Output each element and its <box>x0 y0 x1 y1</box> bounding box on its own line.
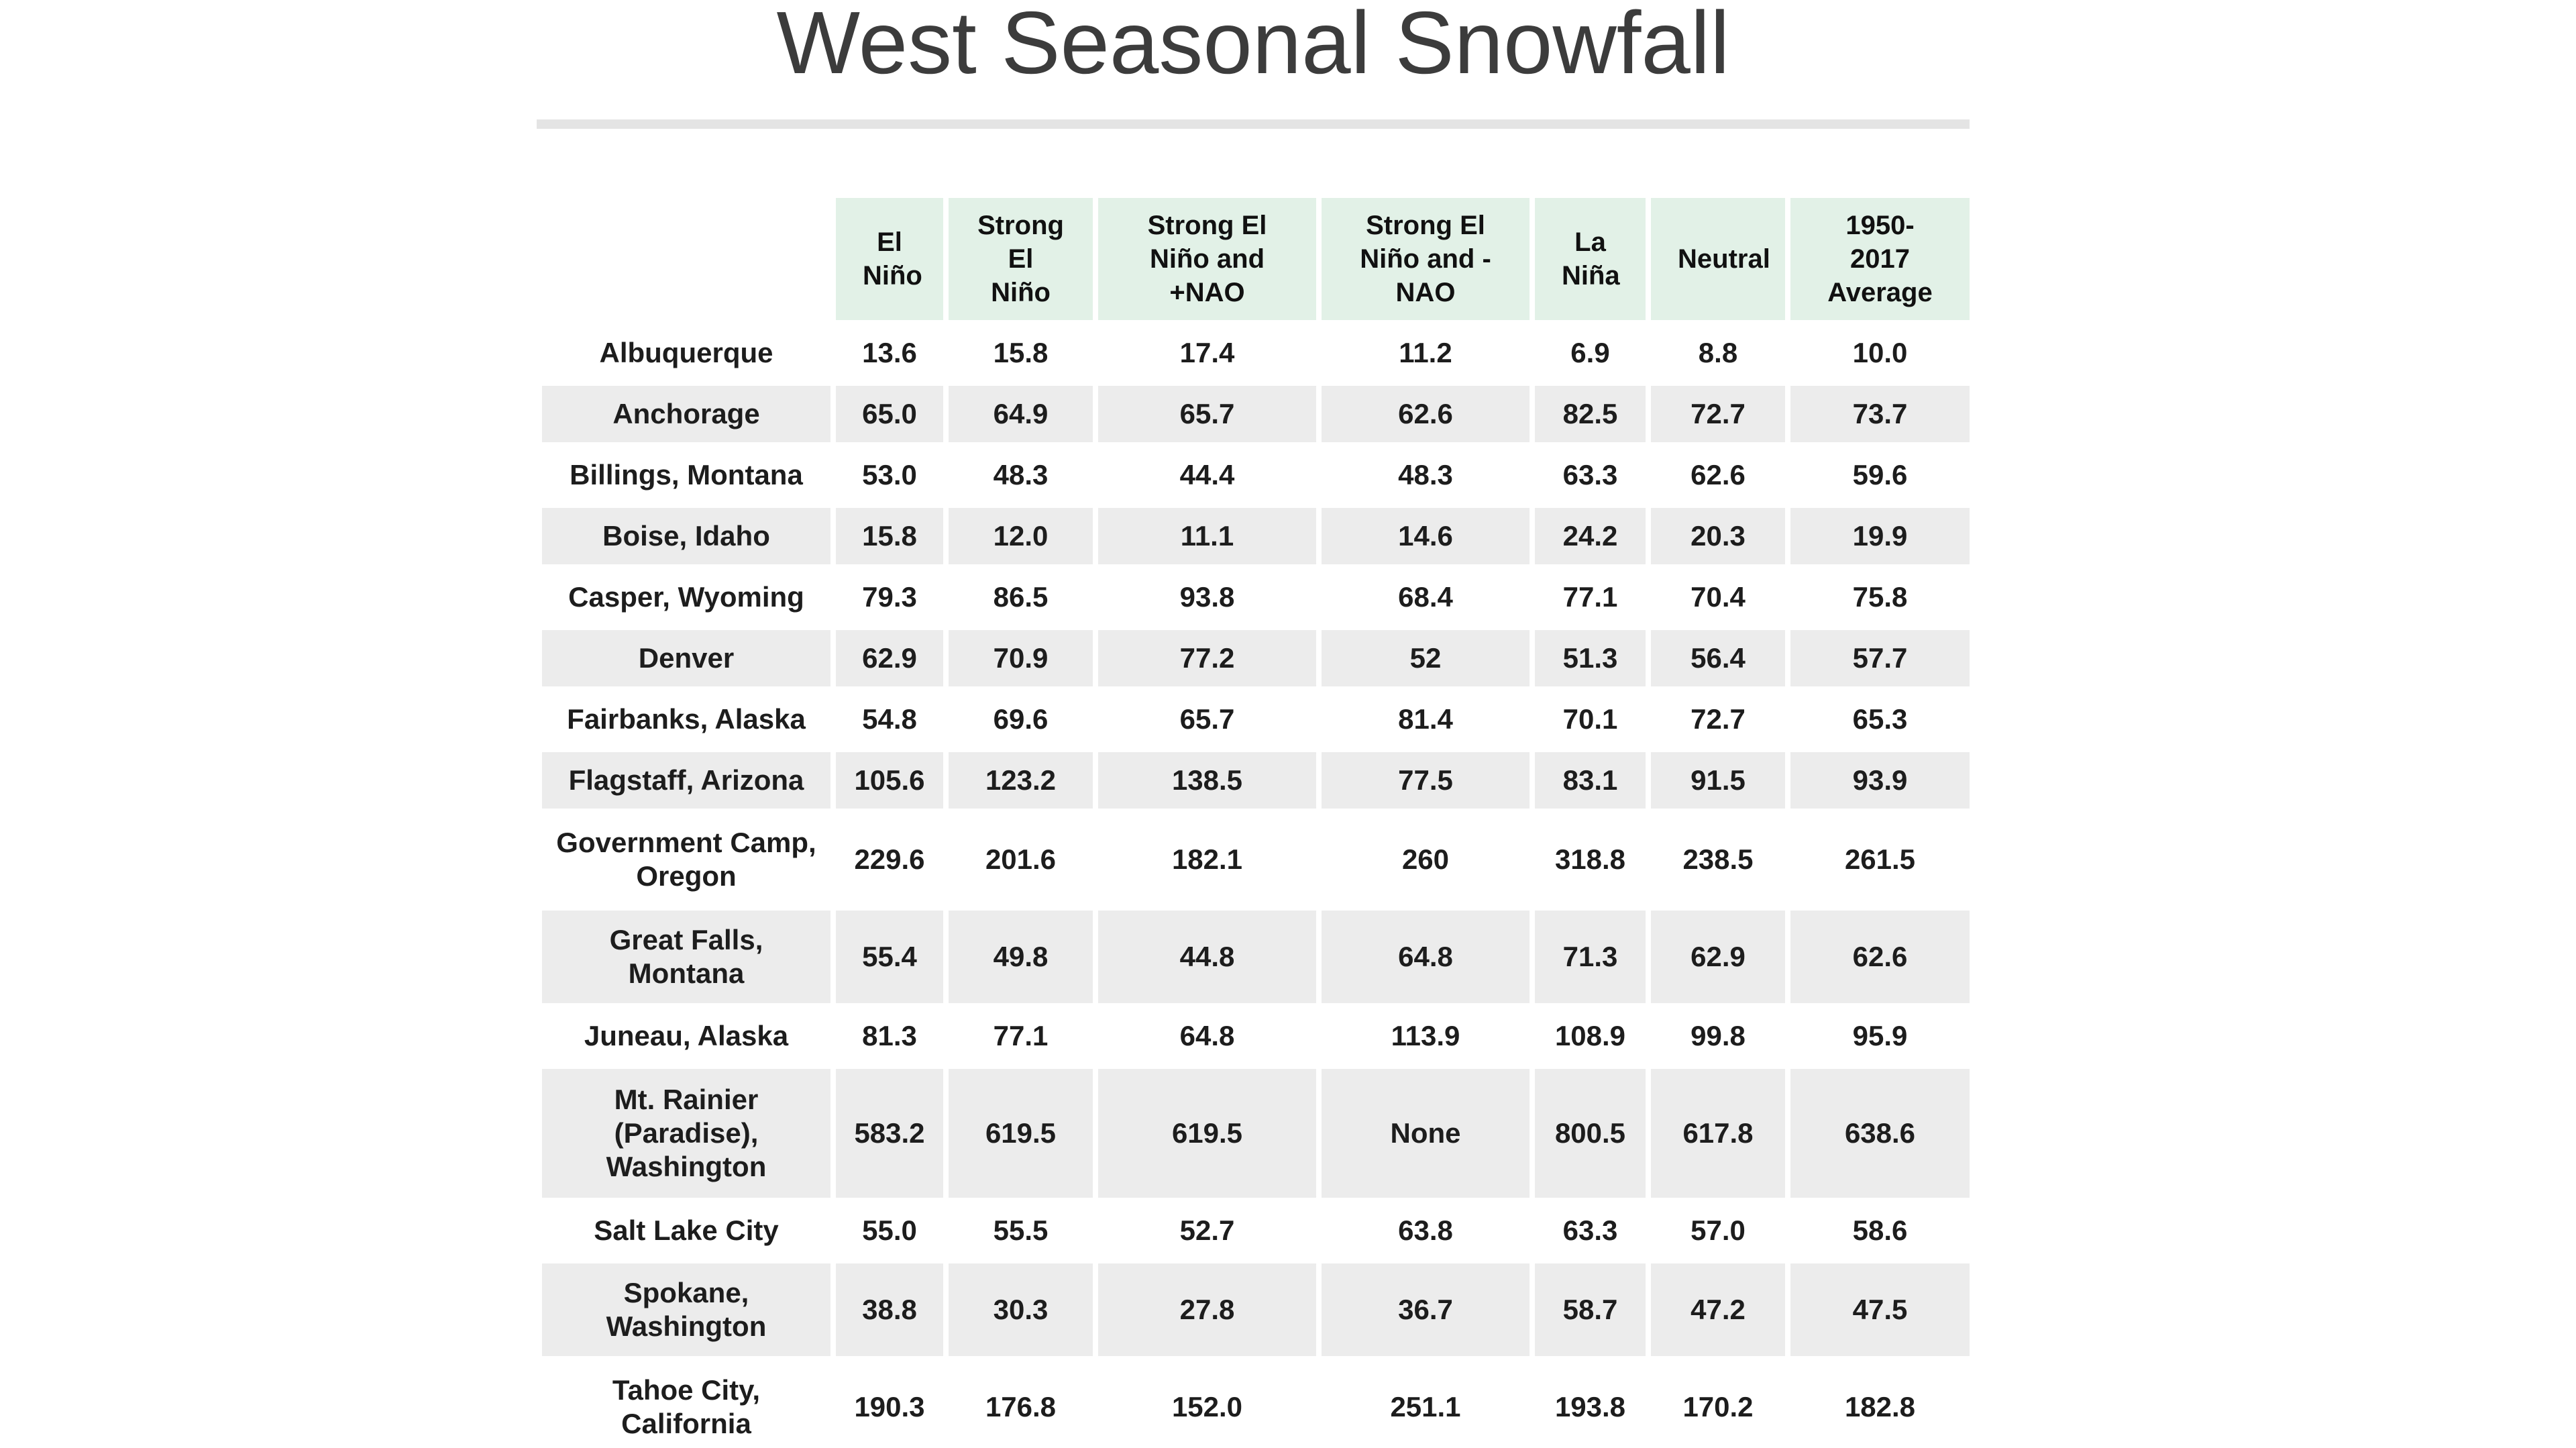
value-cell: 72.7 <box>1690 703 1746 735</box>
value-cell: 62.9 <box>836 630 943 686</box>
table-row <box>542 813 1970 906</box>
value-cell: 619.5 <box>949 1069 1093 1198</box>
value-cell: 64.8 <box>1322 911 1529 1003</box>
value-cell: 12.0 <box>949 508 1093 564</box>
value-cell: 261.5 <box>1844 843 1916 875</box>
value-cell: 58.7 <box>1535 1263 1646 1356</box>
value-cell: 65.7 <box>1098 386 1316 442</box>
value-cell: 49.8 <box>949 911 1093 1003</box>
value-cell: 54.8 <box>862 703 917 735</box>
page-title: West Seasonal Snowfall <box>776 0 1730 92</box>
content-area <box>537 0 1970 1448</box>
city-cell: Boise, Idaho <box>542 508 830 564</box>
value-cell: 99.8 <box>1690 1020 1746 1051</box>
city-cell: Casper, Wyoming <box>568 581 804 613</box>
value-cell: 55.0 <box>862 1214 917 1246</box>
value-cell: 251.1 <box>1390 1391 1461 1423</box>
city-cell: Albuquerque <box>599 337 773 368</box>
value-cell: 70.9 <box>949 630 1093 686</box>
city-cell: Mt. Rainier (Paradise), Washington <box>542 1069 830 1198</box>
table-row <box>542 325 1970 381</box>
table-row <box>542 508 1970 564</box>
value-cell: 619.5 <box>1098 1069 1316 1198</box>
value-cell: 201.6 <box>985 843 1057 875</box>
column-header: La Niña <box>1535 198 1646 320</box>
value-cell: 170.2 <box>1682 1391 1754 1423</box>
value-cell: 62.9 <box>1651 911 1785 1003</box>
value-cell: 138.5 <box>1098 752 1316 809</box>
value-cell: 800.5 <box>1535 1069 1646 1198</box>
city-cell: Anchorage <box>542 386 830 442</box>
value-cell: 48.3 <box>993 459 1049 490</box>
header-corner-cell <box>542 198 830 320</box>
value-cell: 77.1 <box>1562 581 1618 613</box>
value-cell: 65.7 <box>1179 703 1235 735</box>
table-row <box>542 1202 1970 1259</box>
value-cell: 6.9 <box>1570 337 1610 368</box>
value-cell: 81.4 <box>1398 703 1453 735</box>
value-cell: 8.8 <box>1698 337 1738 368</box>
value-cell: 93.8 <box>1179 581 1235 613</box>
value-cell: 318.8 <box>1554 843 1626 875</box>
value-cell: 617.8 <box>1651 1069 1785 1198</box>
column-header: Strong El Niño and - NAO <box>1322 198 1529 320</box>
city-cell: Tahoe City, California <box>612 1374 761 1439</box>
city-cell: Denver <box>542 630 830 686</box>
table-row <box>542 630 1970 686</box>
value-cell: 20.3 <box>1651 508 1785 564</box>
city-cell: Great Falls, Montana <box>542 911 830 1003</box>
value-cell: 152.0 <box>1171 1391 1243 1423</box>
value-cell: 52 <box>1322 630 1529 686</box>
value-cell: 77.1 <box>993 1020 1049 1051</box>
value-cell: 86.5 <box>993 581 1049 613</box>
value-cell: 47.2 <box>1651 1263 1785 1356</box>
value-cell: 190.3 <box>854 1391 925 1423</box>
value-cell: 63.3 <box>1562 1214 1618 1246</box>
value-cell: 638.6 <box>1790 1069 1970 1198</box>
value-cell: 10.0 <box>1852 337 1908 368</box>
table-header-row <box>542 198 1970 320</box>
table-row <box>542 569 1970 625</box>
value-cell: 30.3 <box>949 1263 1093 1356</box>
value-cell: 55.5 <box>993 1214 1049 1246</box>
value-cell: 27.8 <box>1098 1263 1316 1356</box>
value-cell: 105.6 <box>836 752 943 809</box>
value-cell: 56.4 <box>1651 630 1785 686</box>
value-cell: 38.8 <box>836 1263 943 1356</box>
value-cell: 11.1 <box>1098 508 1316 564</box>
value-cell: 91.5 <box>1651 752 1785 809</box>
value-cell: 62.6 <box>1322 386 1529 442</box>
value-cell: 95.9 <box>1852 1020 1908 1051</box>
value-cell: 62.6 <box>1790 911 1970 1003</box>
value-cell: 83.1 <box>1535 752 1646 809</box>
table-row <box>542 691 1970 747</box>
table-row <box>542 1069 1970 1198</box>
value-cell: 58.6 <box>1852 1214 1908 1246</box>
table-row <box>542 386 1970 442</box>
value-cell: 70.1 <box>1562 703 1618 735</box>
value-cell: 182.8 <box>1844 1391 1916 1423</box>
value-cell: 44.4 <box>1179 459 1235 490</box>
table-row <box>542 447 1970 503</box>
value-cell: None <box>1322 1069 1529 1198</box>
snowfall-table <box>537 193 1975 1448</box>
value-cell: 15.8 <box>836 508 943 564</box>
value-cell: 71.3 <box>1535 911 1646 1003</box>
value-cell: 182.1 <box>1171 843 1243 875</box>
column-header: Neutral <box>1651 198 1785 320</box>
value-cell: 48.3 <box>1398 459 1453 490</box>
value-cell: 73.7 <box>1790 386 1970 442</box>
value-cell: 44.8 <box>1098 911 1316 1003</box>
value-cell: 123.2 <box>949 752 1093 809</box>
value-cell: 113.9 <box>1391 1020 1460 1051</box>
value-cell: 64.8 <box>1179 1020 1235 1051</box>
value-cell: 93.9 <box>1790 752 1970 809</box>
value-cell: 24.2 <box>1535 508 1646 564</box>
value-cell: 77.5 <box>1322 752 1529 809</box>
city-cell: Government Camp, Oregon <box>556 827 816 892</box>
value-cell: 64.9 <box>949 386 1093 442</box>
value-cell: 15.8 <box>993 337 1049 368</box>
value-cell: 260 <box>1401 843 1450 875</box>
value-cell: 52.7 <box>1179 1214 1235 1246</box>
value-cell: 68.4 <box>1398 581 1453 613</box>
value-cell: 75.8 <box>1852 581 1908 613</box>
value-cell: 229.6 <box>854 843 925 875</box>
value-cell: 69.6 <box>993 703 1049 735</box>
city-cell: Spokane, Washington <box>542 1263 830 1356</box>
value-cell: 176.8 <box>985 1391 1057 1423</box>
value-cell: 82.5 <box>1535 386 1646 442</box>
column-header: Strong El Niño <box>949 198 1093 320</box>
value-cell: 65.3 <box>1852 703 1908 735</box>
value-cell: 70.4 <box>1690 581 1746 613</box>
value-cell: 193.8 <box>1554 1391 1626 1423</box>
value-cell: 583.2 <box>836 1069 943 1198</box>
city-cell: Flagstaff, Arizona <box>542 752 830 809</box>
value-cell: 77.2 <box>1098 630 1316 686</box>
column-header: Strong El Niño and +NAO <box>1098 198 1316 320</box>
table-row <box>542 1008 1970 1064</box>
city-cell: Juneau, Alaska <box>584 1020 789 1051</box>
value-cell: 81.3 <box>862 1020 917 1051</box>
table-row <box>542 752 1970 809</box>
value-cell: 59.6 <box>1852 459 1908 490</box>
value-cell: 238.5 <box>1682 843 1754 875</box>
table-row <box>542 1263 1970 1356</box>
value-cell: 11.2 <box>1399 337 1452 368</box>
value-cell: 57.7 <box>1790 630 1970 686</box>
value-cell: 51.3 <box>1535 630 1646 686</box>
value-cell: 79.3 <box>862 581 917 613</box>
value-cell: 63.8 <box>1398 1214 1453 1246</box>
value-cell: 62.6 <box>1690 459 1746 490</box>
value-cell: 47.5 <box>1790 1263 1970 1356</box>
value-cell: 108.9 <box>1554 1020 1626 1051</box>
value-cell: 14.6 <box>1322 508 1529 564</box>
city-cell: Billings, Montana <box>570 459 803 490</box>
city-cell: Salt Lake City <box>594 1214 779 1246</box>
value-cell: 63.3 <box>1562 459 1618 490</box>
table-row <box>542 1361 1970 1448</box>
value-cell: 17.4 <box>1179 337 1235 368</box>
value-cell: 72.7 <box>1651 386 1785 442</box>
value-cell: 53.0 <box>862 459 917 490</box>
column-header: El Niño <box>836 198 943 320</box>
table-row <box>542 911 1970 1003</box>
value-cell: 36.7 <box>1322 1263 1529 1356</box>
value-cell: 57.0 <box>1690 1214 1746 1246</box>
value-cell: 13.6 <box>862 337 917 368</box>
value-cell: 65.0 <box>836 386 943 442</box>
value-cell: 19.9 <box>1790 508 1970 564</box>
city-cell: Fairbanks, Alaska <box>567 703 806 735</box>
value-cell: 55.4 <box>836 911 943 1003</box>
column-header: 1950- 2017 Average <box>1790 198 1970 320</box>
title-divider <box>537 119 1970 129</box>
